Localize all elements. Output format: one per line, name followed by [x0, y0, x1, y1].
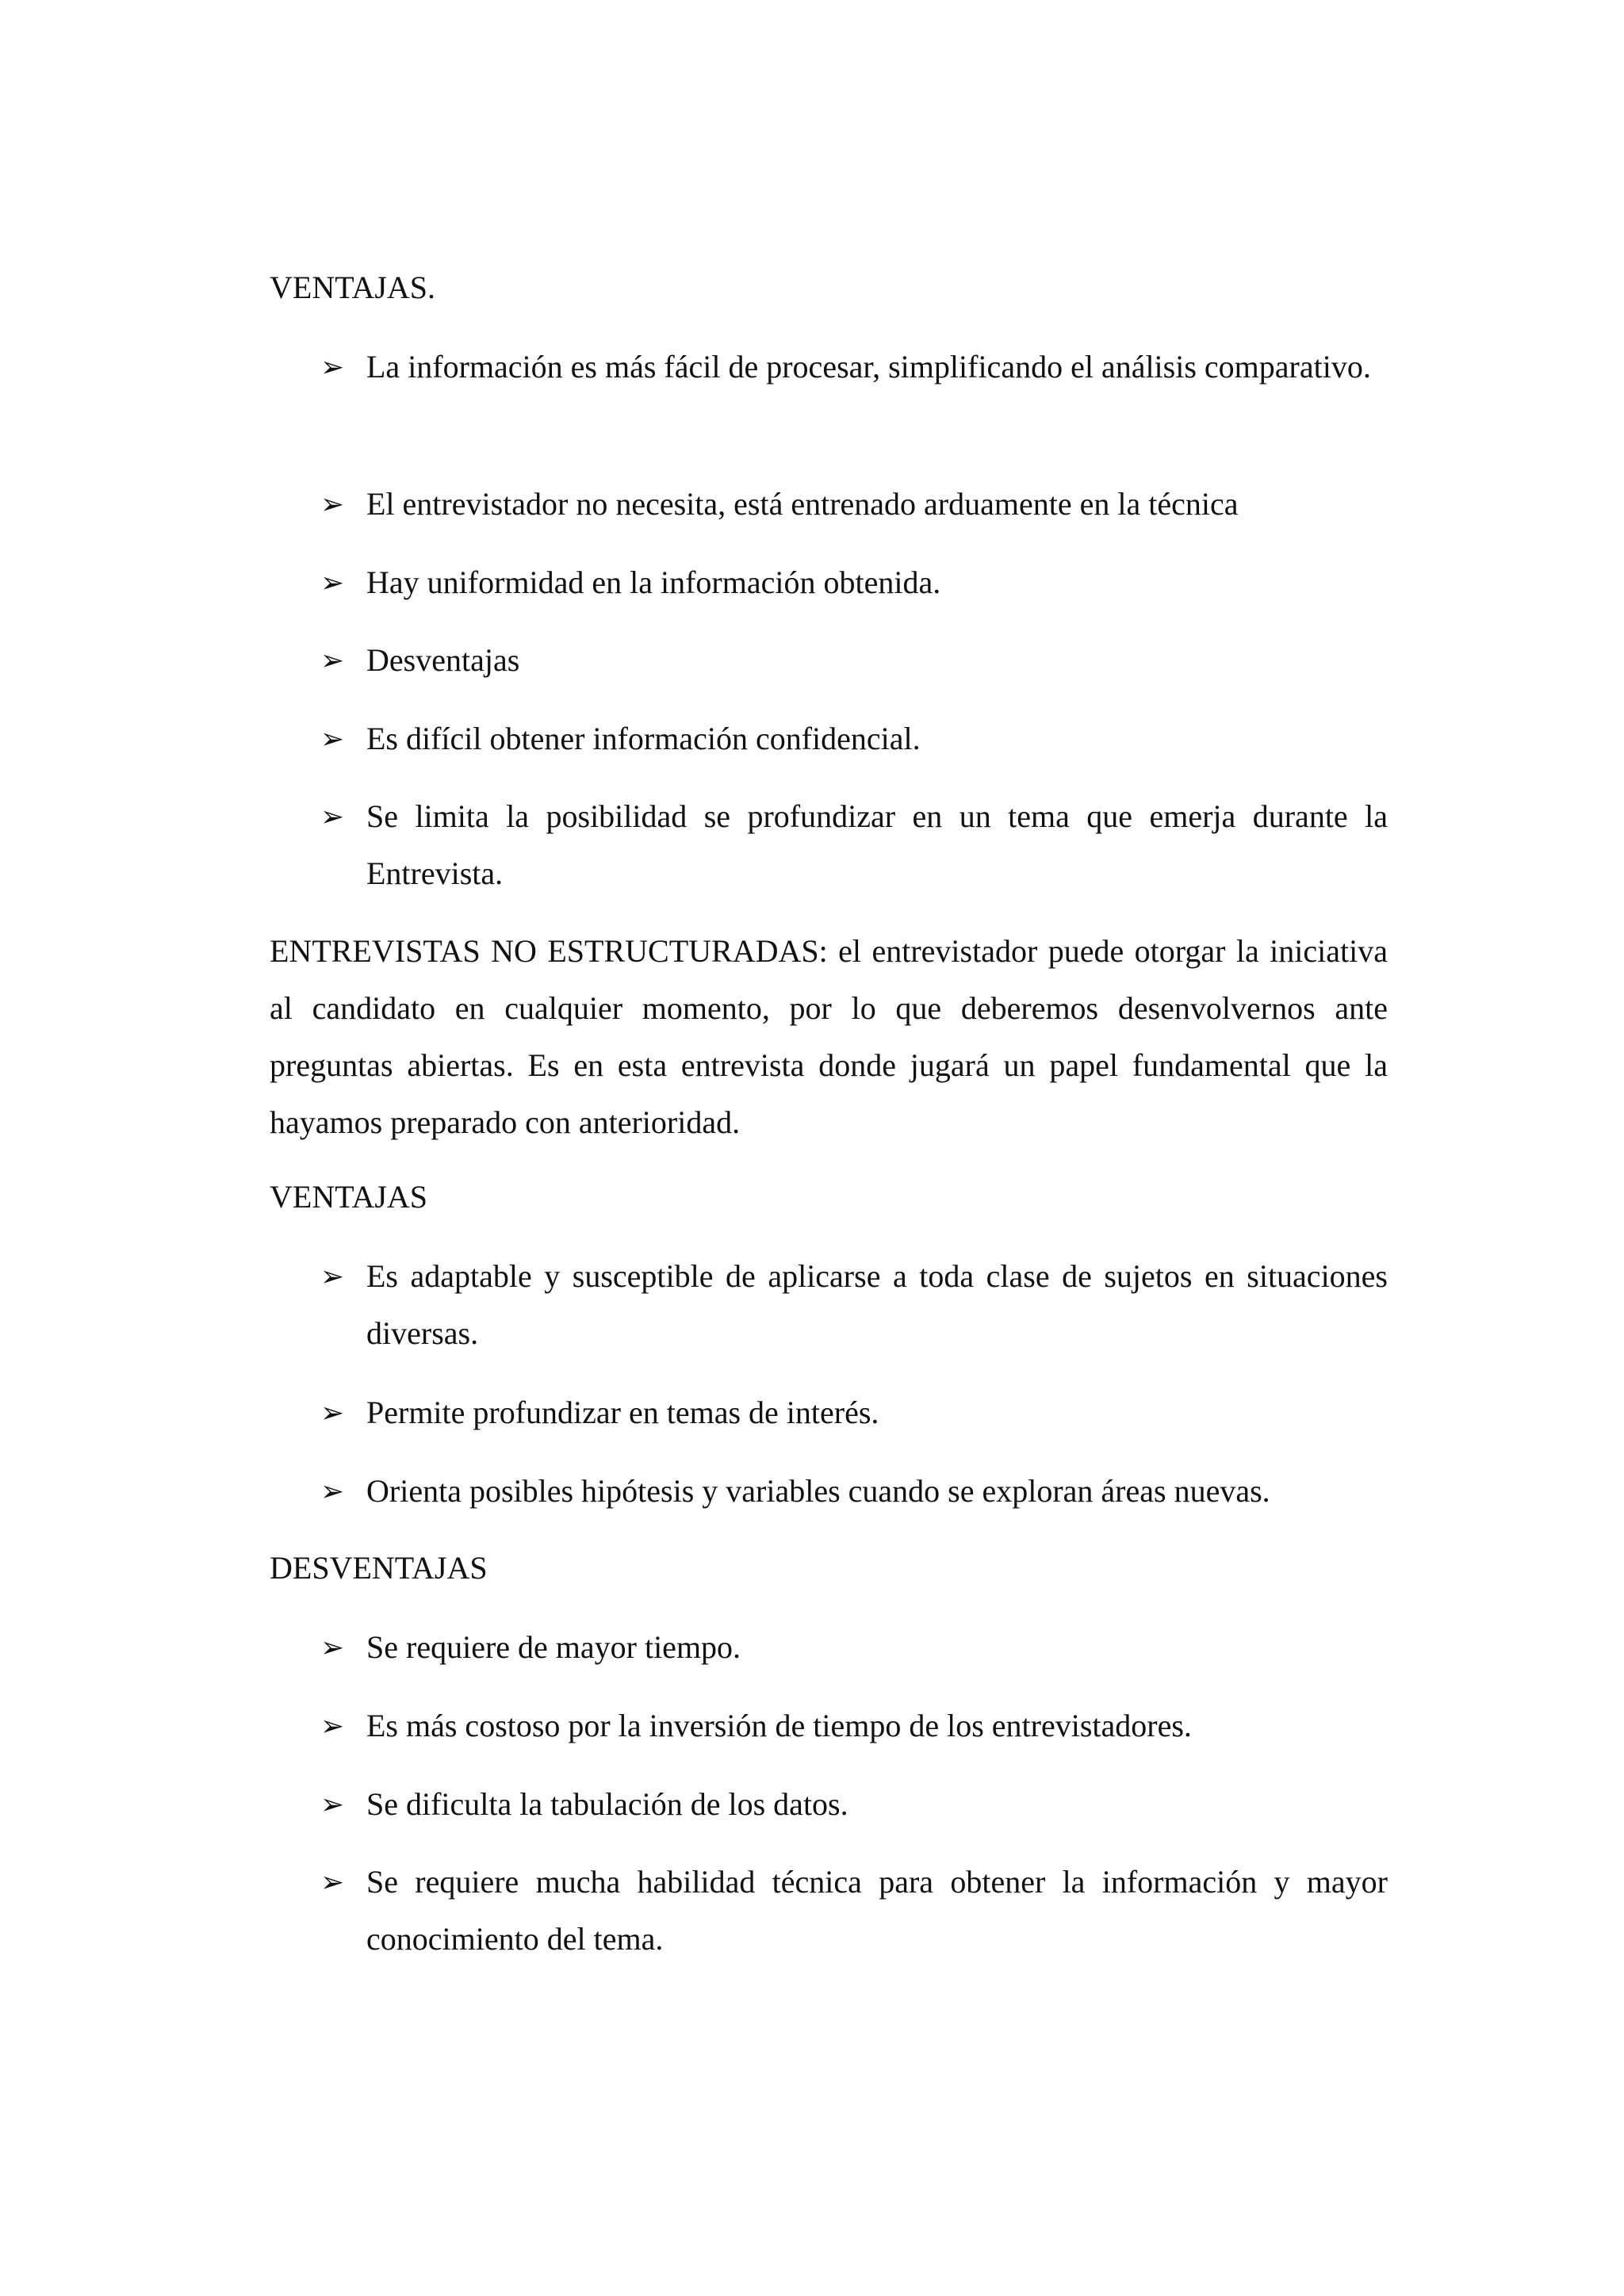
list-item	[320, 554, 1388, 611]
list-item-text: La información es más fácil de procesar, simplificando el análisis comparativo.	[366, 349, 1371, 385]
list-item	[320, 1384, 1388, 1441]
list-item	[320, 1776, 1388, 1833]
list-item-text: Se requiere de mayor tiempo.	[366, 1629, 741, 1665]
arrow-bullet-icon: ➢	[320, 567, 345, 599]
list-item-text: Se dificulta la tabulación de los datos.	[366, 1786, 848, 1822]
list-item	[320, 1463, 1388, 1520]
list-item	[320, 1697, 1388, 1755]
list-item-text: Orienta posibles hipótesis y variables cuando se exploran áreas nuevas.	[366, 1473, 1270, 1509]
arrow-bullet-icon: ➢	[320, 1789, 345, 1820]
arrow-bullet-icon: ➢	[320, 1475, 345, 1507]
arrow-bullet-icon: ➢	[320, 1632, 345, 1663]
list-item	[320, 710, 1388, 767]
section-heading-ventajas-1: VENTAJAS.	[270, 270, 436, 305]
list-item	[320, 476, 1388, 533]
arrow-bullet-icon: ➢	[320, 645, 345, 676]
arrow-bullet-icon: ➢	[320, 1866, 345, 1898]
list-item	[320, 632, 1388, 689]
list-item-text: Es adaptable y susceptible de aplicarse a toda clase de sujetos en situaciones diversas.	[366, 1258, 1388, 1351]
arrow-bullet-icon: ➢	[320, 801, 345, 832]
section-heading-ventajas-2: VENTAJAS	[270, 1179, 428, 1215]
list-item	[320, 339, 1388, 396]
list-item-text: Se requiere mucha habilidad técnica para obtener la información y mayor conocimiento del tema.	[366, 1864, 1388, 1957]
list-item-text: Hay uniformidad en la información obtenida.	[366, 564, 941, 600]
list-item-text: Se limita la posibilidad se profundizar en un tema que emerja durante la Entrevista.	[366, 798, 1388, 891]
list-item	[320, 1854, 1388, 1968]
list-item-text: El entrevistador no necesita, está entrenado arduamente en la técnica	[366, 486, 1239, 522]
arrow-bullet-icon: ➢	[320, 723, 345, 755]
list-item-text: Es más costoso por la inversión de tiempo de los entrevistadores.	[366, 1708, 1192, 1743]
section-heading-desventajas: DESVENTAJAS	[270, 1550, 488, 1586]
arrow-bullet-icon: ➢	[320, 1261, 345, 1292]
list-item-text: Permite profundizar en temas de interés.	[366, 1395, 879, 1430]
list-item	[320, 1248, 1388, 1362]
body-paragraph: ENTREVISTAS NO ESTRUCTURADAS: el entrevistador puede otorgar la iniciativa al candidato en cualquier momento, por lo que deberemos desenvolvernos ante preguntas abiertas. Es en esta entrevista donde jugará un papel fundamental que la hayamos preparado con anterioridad.	[270, 933, 1388, 1140]
list-item	[320, 1619, 1388, 1676]
list-item-text: Es difícil obtener información confidencial.	[366, 721, 921, 756]
arrow-bullet-icon: ➢	[320, 351, 345, 383]
arrow-bullet-icon: ➢	[320, 488, 345, 520]
list-item	[320, 788, 1388, 902]
arrow-bullet-icon: ➢	[320, 1397, 345, 1429]
list-item-text: Desventajas	[366, 642, 520, 678]
arrow-bullet-icon: ➢	[320, 1710, 345, 1742]
